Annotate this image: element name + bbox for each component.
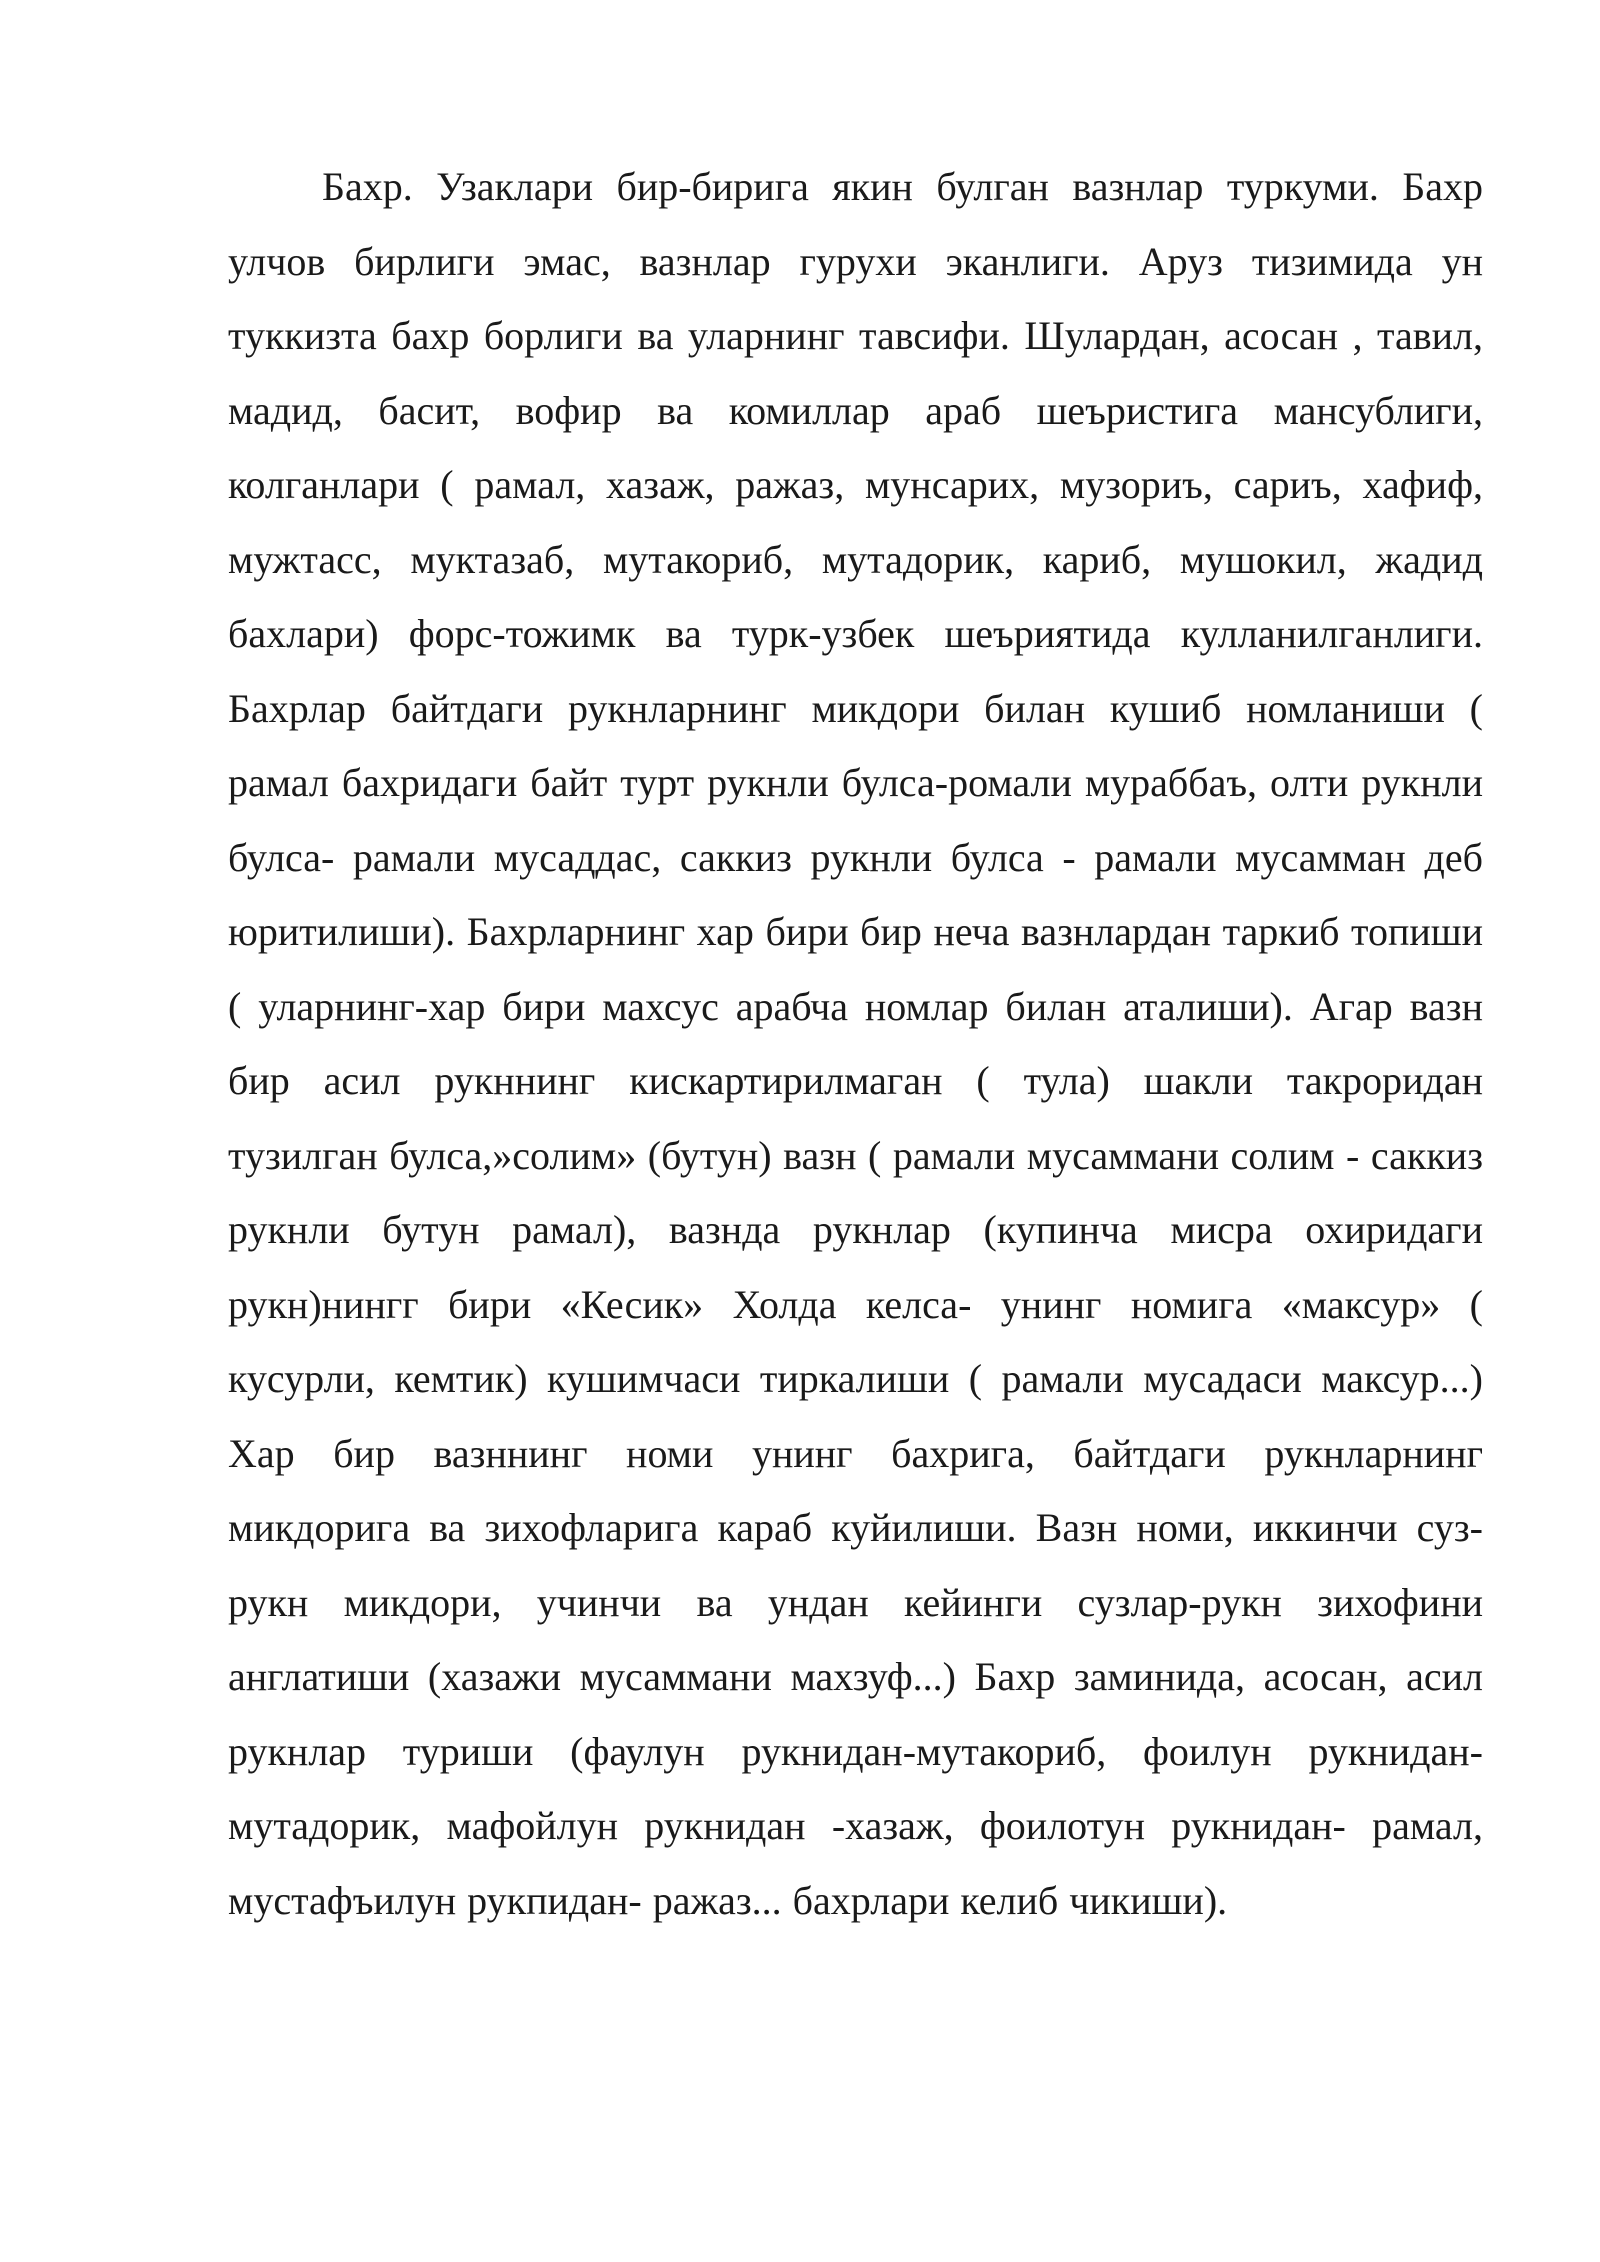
body-paragraph: Бахр. Узаклари бир-бирига якин булган вазнлар туркуми. Бахр улчов бирлиги эмас, вазнлар гурухи эканлиги. Аруз тизимида ун туккизта бахр борлиги ва уларнинг тавсифи. Шулардан, асосан , тавил, мадид, басит, вофир ва комиллар араб шеъристига мансублиги, колганлари ( рамал, хазаж, ражаз, мунсарих, музориъ, сариъ, хафиф, мужтасс, муктазаб, мутакориб, мутадорик, кариб, мушокил, жадид бахлари) форс-тожимк ва турк-узбек шеъриятида кулланилганлиги. Бахрлар байтдаги рукнларнинг микдори билан кушиб номланиши ( рамал бахридаги байт турт рукнли булса-ромали мураббаъ, олти рукнли булса- рамали мусаддас, саккиз рукнли булса - рамали мусамман деб юритилиши). Бахрларнинг хар бири бир неча вазнлардан таркиб топиши ( уларнинг-хар бири махсус арабча номлар билан аталиши). Агар вазн бир асил рукннинг кискартирилмаган ( тула) шакли такроридан тузилган булса,»солим» (бутун) вазн ( рамали мусаммани солим - саккиз рукнли бутун рамал), вазнда рукнлар (купинча мисра охиридаги рукн)нингг бири «Кесик» Холда келса- унинг номига «максур» ( кусурли, кемтик) кушимчаси тиркалиши ( рамали мусадаси максур...) Хар бир вазннинг номи унинг бахрига, байтдаги рукнларнинг микдорига ва зихофларига караб куйилиши. Вазн номи, иккинчи суз- рукн микдори, учинчи ва ундан кейинги сузлар-рукн зихофини англатиши (хазажи мусаммани махзуф...) Бахр заминида, асосан, асил рукнлар туриши (фаулун рукнидан-мутакориб, фоилун рукнидан- мутадорик, мафойлун рукнидан -хазаж, фоилотун рукнидан- рамал, мустафъилун рукпидан- ражаз... бахрлари келиб чикиши). <box>228 164 1483 1923</box>
